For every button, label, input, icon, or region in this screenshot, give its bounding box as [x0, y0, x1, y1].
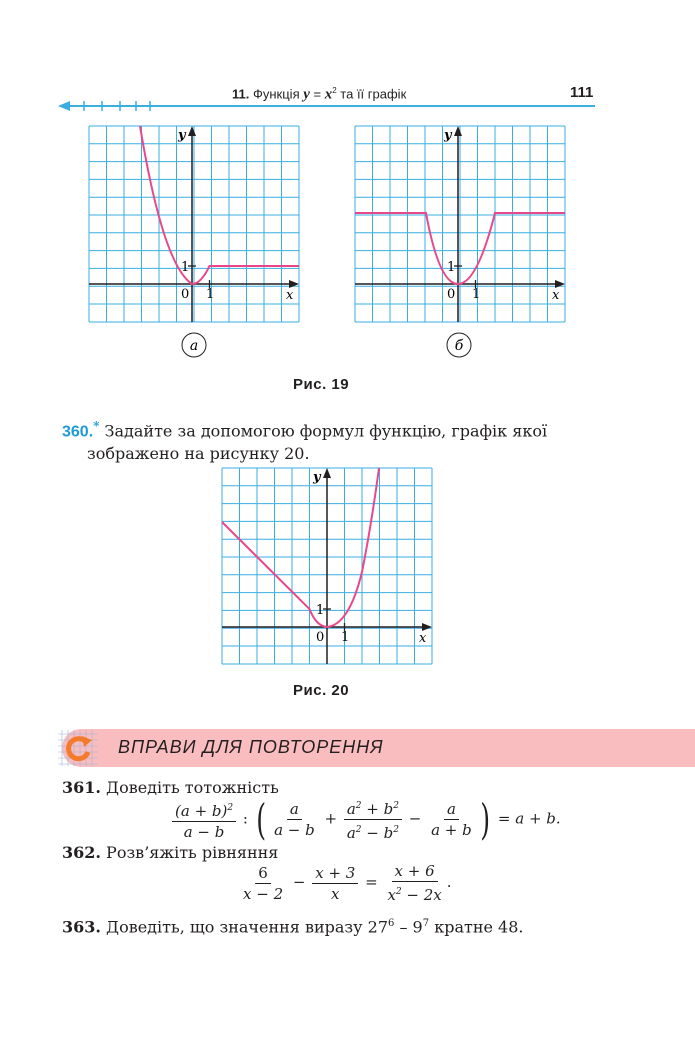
- exercise-363-number: 363.: [62, 917, 101, 937]
- function-curve: [222, 468, 379, 627]
- exercise-362-text: Розв’яжіть рівняння: [100, 843, 279, 862]
- sublabel-b-text: б: [454, 338, 464, 354]
- section-tail: та її графік: [336, 86, 407, 102]
- arrow-right-icon: [422, 623, 432, 631]
- sublabel-a-text: а: [189, 338, 199, 354]
- header-formula-eq: =: [309, 86, 325, 102]
- arrow-up-icon: [323, 468, 331, 478]
- identity-formula: $\frac{(a + b)^2}{a - b}$ : ( $\frac{a}{a - b}$ + $\frac{a^2 + b^2}{a^2 - b^2}$ − $\frac{a}{a + b}$ ) = a + b.: [170, 797, 561, 842]
- section-number: 11.: [232, 86, 250, 102]
- figure-caption-20: Рис. 20: [293, 682, 350, 699]
- grid: [89, 126, 299, 322]
- exercise-361: [62, 777, 279, 799]
- header-rule: [58, 96, 598, 116]
- arrow-up-icon: [188, 126, 196, 136]
- fraction-4: $\frac{a}{a + b}$: [431, 800, 472, 839]
- exercise-360-line1: Задайте за допомогою формул функцію, графік якої: [99, 421, 548, 441]
- grid: [355, 126, 565, 322]
- axis-y-label: y: [313, 470, 321, 485]
- header-formula-y: y: [303, 86, 310, 103]
- fraction-2: $\frac{a}{a - b}$: [274, 800, 315, 839]
- review-banner-title: ВПРАВИ ДЛЯ ПОВТОРЕННЯ: [118, 737, 384, 757]
- sublabel-b: [445, 331, 473, 359]
- fraction-g2: $\frac{x + 3}{x}$: [312, 864, 358, 903]
- tick-x-one: 1: [206, 287, 215, 302]
- origin-label: 0: [316, 630, 325, 645]
- exercise-361-text: Доведіть тотожність: [100, 778, 279, 797]
- arrow-right-icon: [289, 280, 299, 288]
- exercise-360: [62, 415, 602, 465]
- tick-x-one: 1: [341, 630, 350, 645]
- figure-caption-19: Рис. 19: [293, 376, 350, 393]
- graph-19b: [354, 125, 566, 323]
- header-formula-x: x: [324, 86, 333, 103]
- axes: [222, 473, 427, 664]
- fraction-g1: $\frac{6}{x - 2}$: [243, 863, 284, 903]
- tick-y-one: 1: [447, 260, 456, 275]
- exercise-360-line2: зображено на рисунку 20.: [87, 444, 310, 464]
- page-number: 111: [570, 84, 594, 101]
- arrow-right-icon: [555, 280, 565, 288]
- exercise-361-number: 361.: [62, 778, 101, 797]
- axes: [89, 131, 294, 322]
- exercise-360-star: *: [93, 419, 100, 433]
- repeat-icon: [58, 730, 98, 766]
- tick-y-one: 1: [316, 603, 325, 618]
- section-word: Функція: [252, 86, 300, 102]
- equation-formula: $\frac{6}{x - 2}$ − $\frac{x + 3}{x}$ = $\frac{x + 6}{x^2 - 2x}$ .: [238, 862, 452, 904]
- function-curve: [140, 126, 299, 284]
- axis-x-label: x: [552, 288, 560, 303]
- graph-19a: [88, 125, 300, 323]
- exercise-363: 363. Доведіть, що значення виразу $27^6 - 9^7$ кратне 48.: [62, 917, 524, 937]
- exercise-360-number: 360.: [62, 423, 94, 441]
- arrow-up-icon: [454, 126, 462, 136]
- origin-label: 0: [181, 287, 190, 302]
- axis-y-label: y: [178, 128, 186, 143]
- graph-20: [221, 467, 433, 665]
- sublabel-a: [180, 331, 208, 359]
- axis-x-label: x: [286, 288, 294, 303]
- axis-x-label: x: [419, 631, 427, 646]
- tick-x-one: 1: [472, 287, 481, 302]
- header-formula-exp: 2: [332, 86, 337, 95]
- exercise-362-number: 362.: [62, 843, 101, 862]
- origin-label: 0: [447, 287, 456, 302]
- tick-y-one: 1: [181, 260, 190, 275]
- axes: [355, 131, 560, 322]
- fraction-3: $\frac{a^2 + b^2}{a^2 - b^2}$: [344, 797, 402, 842]
- axis-y-label: y: [444, 128, 452, 143]
- exercise-362: [62, 842, 278, 864]
- fraction-g3: $\frac{x + 6}{x^2 - 2x}$: [387, 862, 442, 904]
- arrow-left-icon: [58, 101, 70, 111]
- fraction-1: $\frac{(a + b)^2}{a - b}$: [172, 799, 236, 841]
